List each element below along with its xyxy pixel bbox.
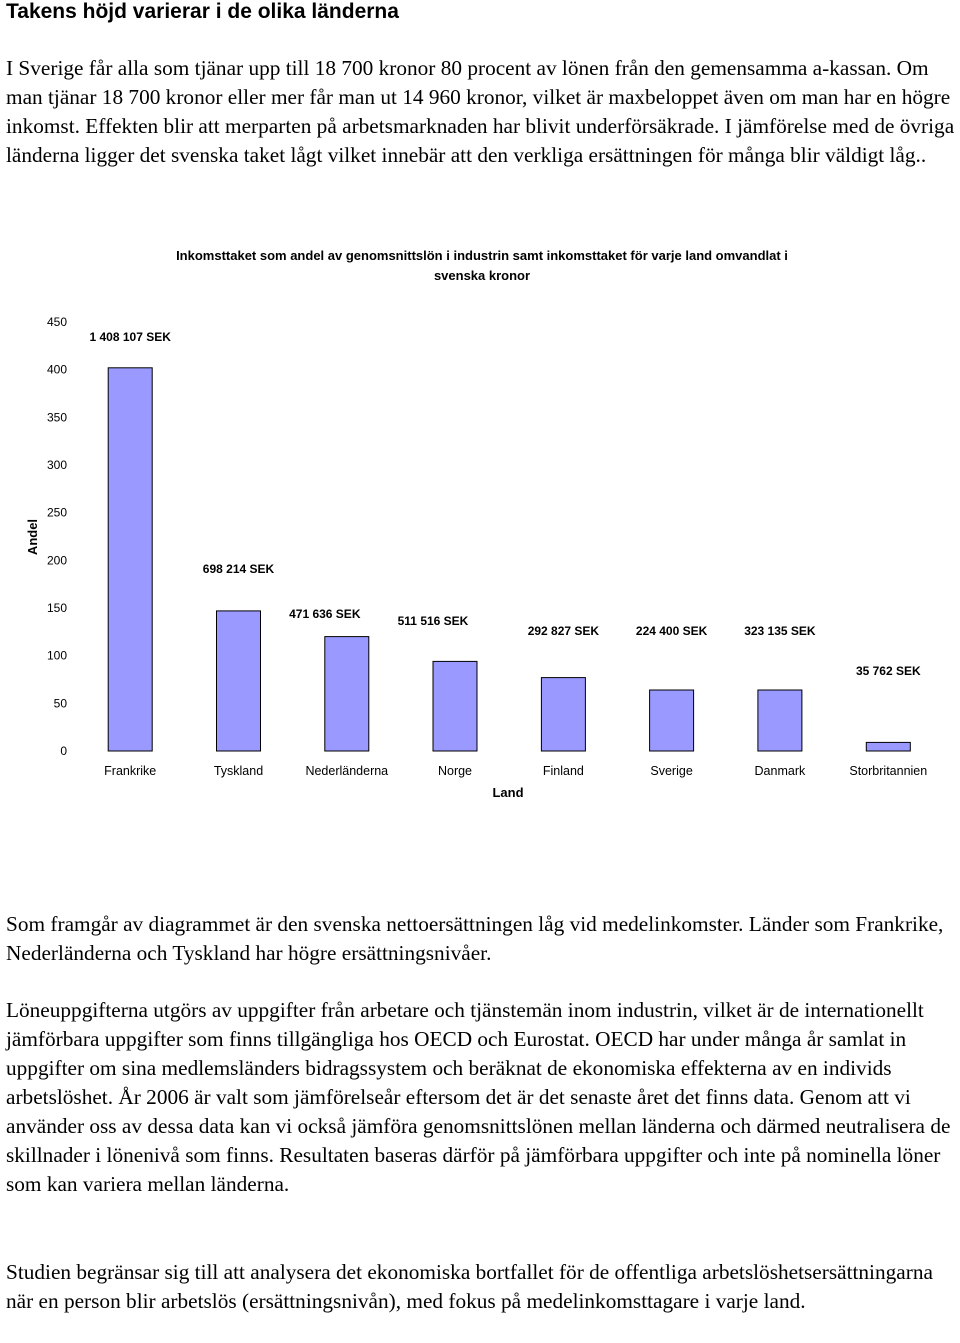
y-tick-label: 100 [46,648,67,663]
x-tick-label: Norge [437,764,473,778]
data-label: 35 762 SEK [855,664,921,678]
data-label: 1 408 107 SEK [89,330,171,344]
x-tick-label: Finland [542,764,584,778]
bar-danmark [758,690,802,751]
x-tick-label: Frankrike [104,764,157,778]
y-tick-label: 450 [46,315,67,329]
bar-finland [541,678,585,751]
y-tick-label: 0 [60,744,67,758]
x-tick-label: Storbritannien [849,764,928,778]
y-axis-label: Andel [25,518,40,556]
x-tick-label: Danmark [754,764,806,778]
y-tick-label: 400 [46,362,67,377]
x-axis-label: Land [492,785,524,800]
data-label: 471 636 SEK [289,607,361,621]
bar-storbritannien [866,742,910,751]
data-label: 224 400 SEK [635,624,708,638]
bar-norge [433,661,477,751]
y-tick-label: 200 [46,553,67,568]
data-label: 323 135 SEK [744,624,816,638]
chart-title-line-1: Inkomsttaket som andel av genomsnittslön i industrin samt inkomsttaket för varje land omvandlat i [176,248,788,263]
paragraph-1: Som framgår av diagrammet är den svenska nettoersättningen låg vid medelinkomster. Länder som Frankrike, Nederländerna och Tyskland har högre ersättningsnivåer. [6,912,944,965]
bar-frankrike [108,368,152,751]
bar-chart [0,232,960,812]
intro-paragraph: I Sverige får alla som tjänar upp till 18 700 kronor 80 procent av lönen från den gemensamma a-kassan. Om man tjänar 18 700 kronor eller mer får man ut 14 960 kronor, vilket är maxbeloppet även om man har en högre inkomst. Effekten blir att merparten på arbetsmarknaden har blivit underförsäkrade. I jämförelse med de övriga länderna ligger det svenska taket lågt vilket innebär att den verkliga ersättningen för många blir väldigt låg.. [6,56,955,167]
paragraph-2: Löneuppgifterna utgörs av uppgifter från arbetare och tjänstemän inom industrin, vilket är de internationellt jämförbara uppgifter som finns tillgängliga hos OECD och Eurostat. OECD har under många år samlat in uppgifter om sina medlemsländers bidragssystem och beräknat de ekonomiska effekterna av en individs arbetslöshet. År 2006 är valt som jämförelseår eftersom det är det senaste året det finns data. Genom att vi använder oss av dessa data kan vi också jämföra genomsnittslönen mellan länderna och därmed neutralisera de skillnader i lönenivå som finns. Resultaten baseras därför på jämförbara uppgifter och inte på nominella löner som kan variera mellan länderna. [6,998,951,1196]
data-label: 511 516 SEK [397,614,469,628]
paragraph-3: Studien begränsar sig till att analysera det ekonomiska bortfallet för de offentliga arbetslöshetsersättningarna när en person blir arbetslös (ersättningsnivån), med fokus på medelinkomsttagare i varje land. [6,1260,933,1313]
bar-sverige [650,690,694,751]
data-labels-group [89,330,920,678]
data-label: 698 214 SEK [202,562,275,576]
section-heading: Takens höjd varierar i de olika länderna [6,0,399,23]
bars-group [108,368,910,751]
bar-nederländerna [325,637,369,751]
y-tick-label: 150 [46,601,67,615]
x-axis-ticks [104,764,927,778]
chart-title-line-2: svenska kronor [433,268,531,283]
data-label: 292 827 SEK [527,624,600,638]
bar-tyskland [217,611,261,751]
y-tick-label: 50 [53,696,67,711]
y-tick-label: 250 [46,505,67,520]
y-tick-label: 300 [46,458,67,472]
x-tick-label: Nederländerna [305,764,389,778]
y-axis-ticks [47,315,67,758]
x-tick-label: Tyskland [213,764,264,778]
x-tick-label: Sverige [650,764,693,778]
y-tick-label: 350 [46,410,67,425]
